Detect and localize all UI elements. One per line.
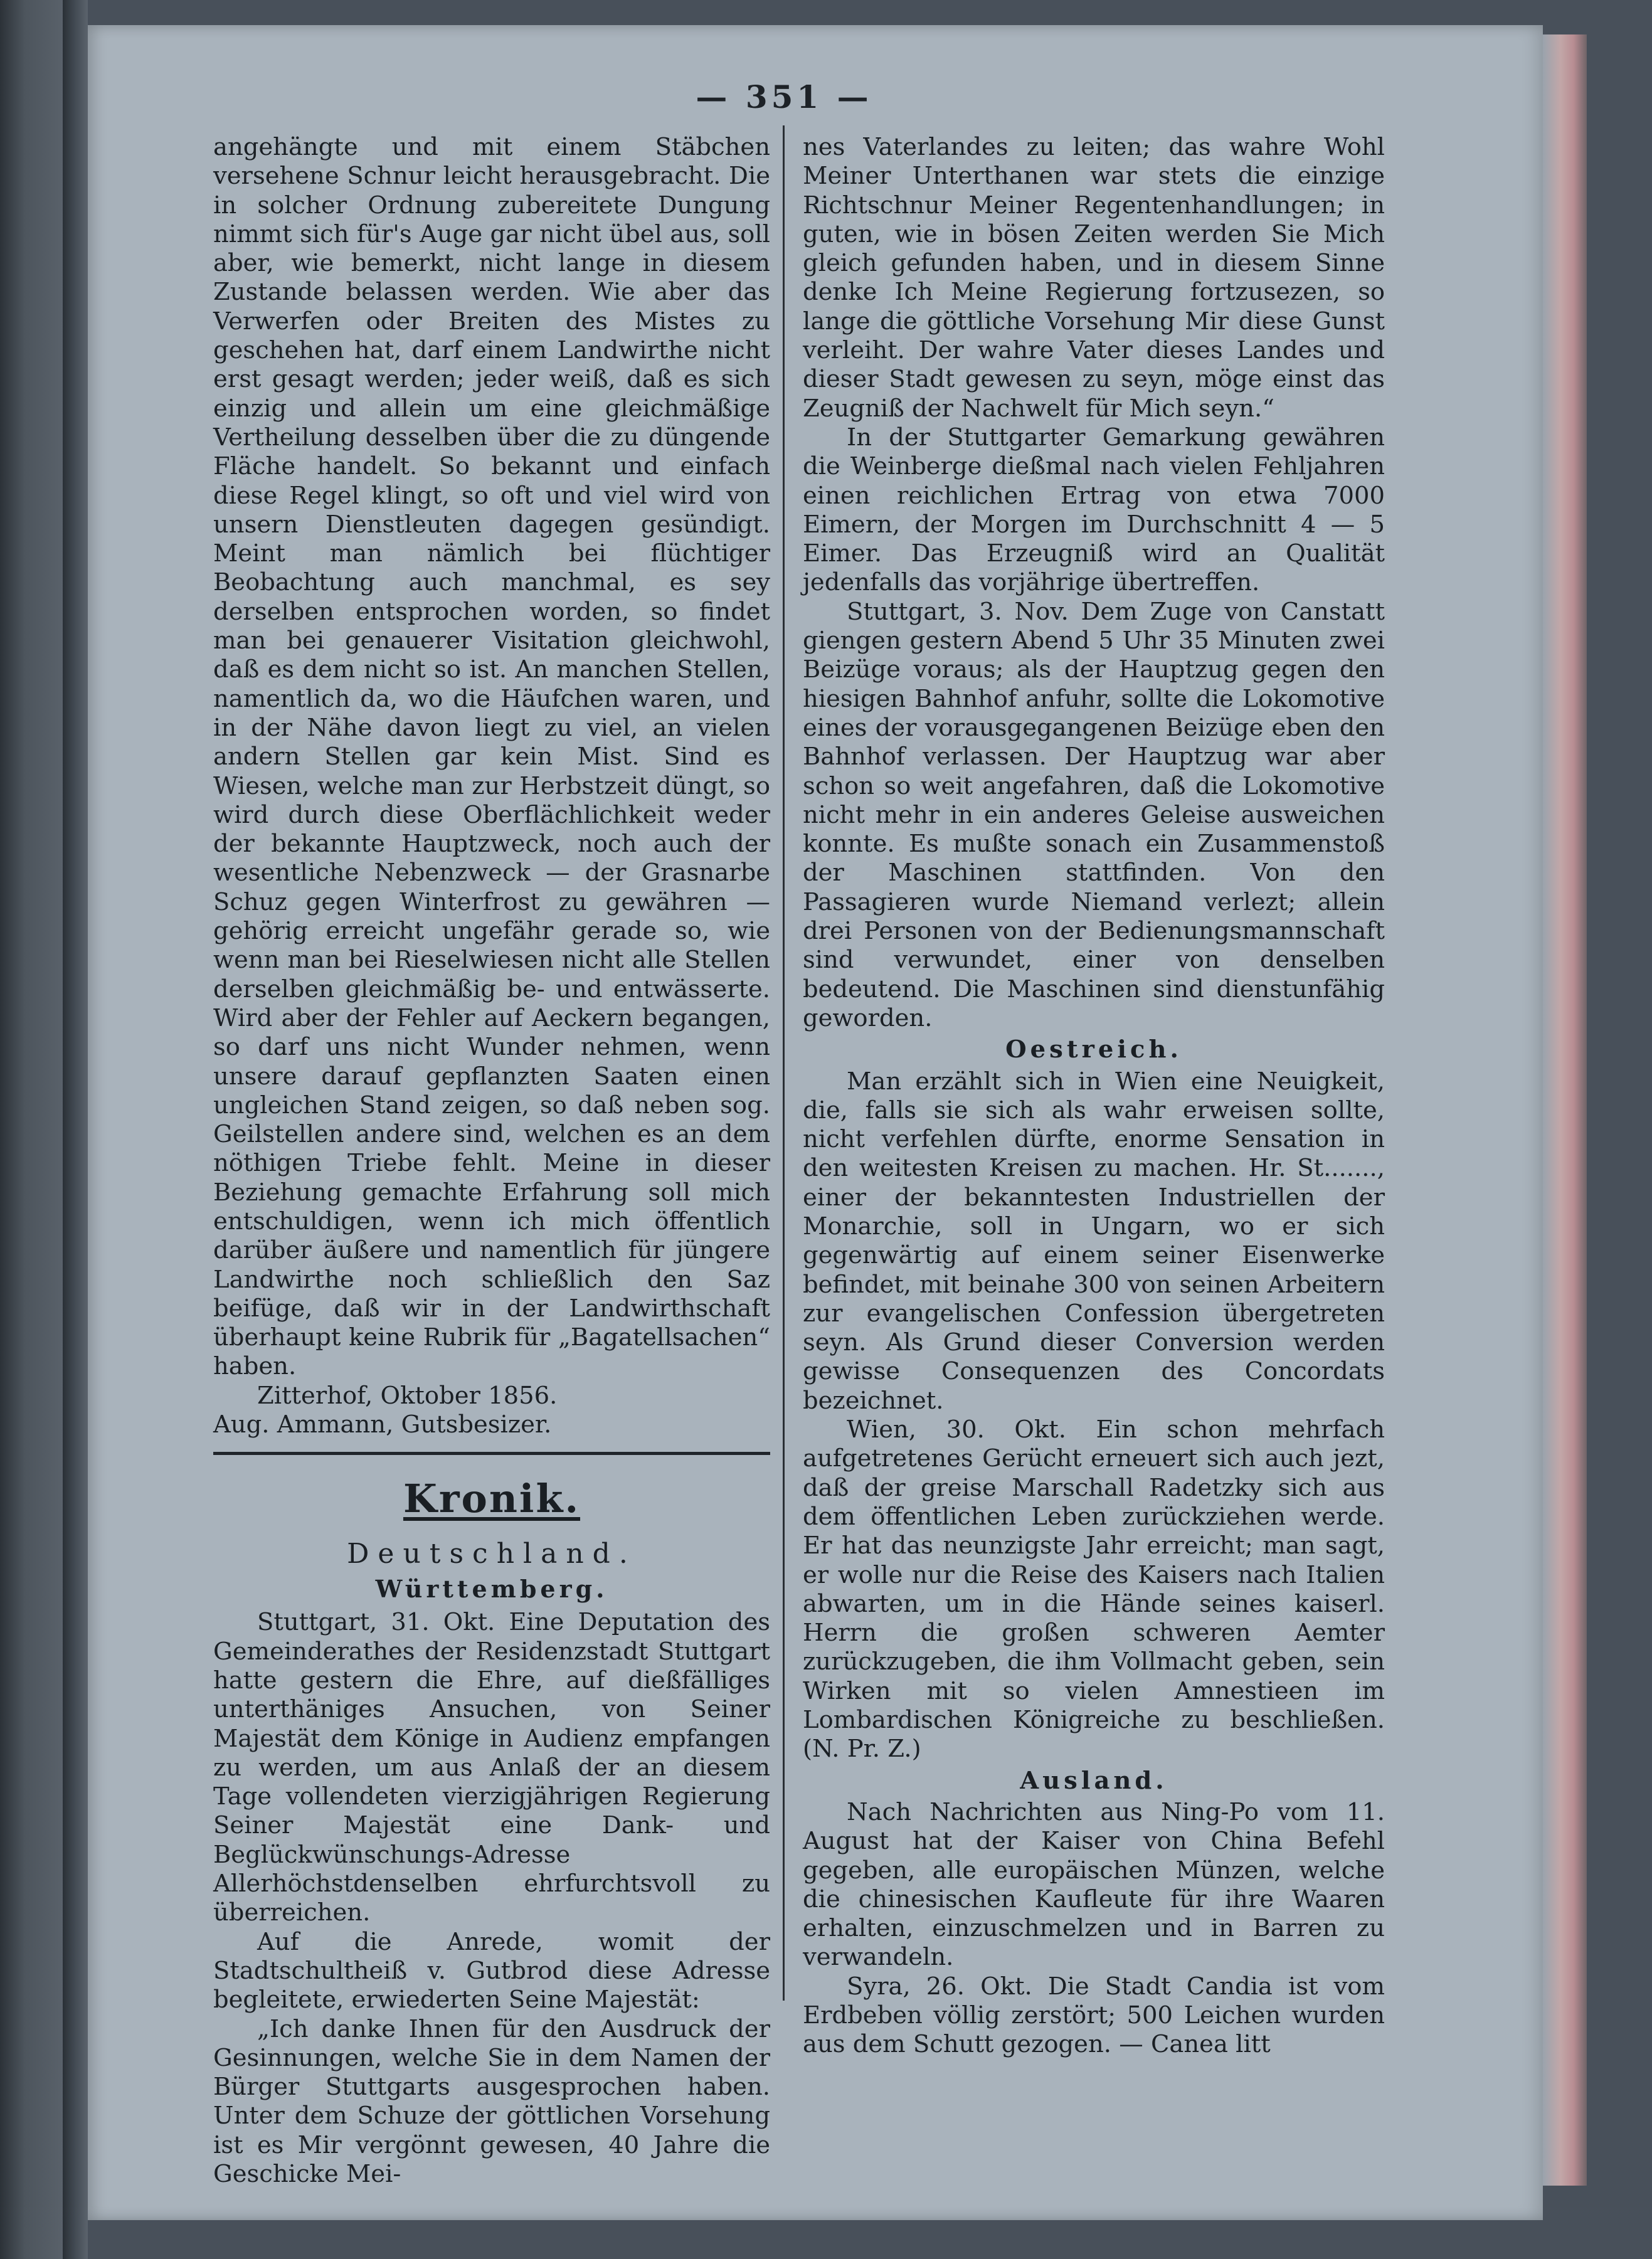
page-number: — 351 —: [696, 78, 872, 115]
right-paragraph-5: Wien, 30. Okt. Ein schon mehrfach aufgetretenes Gerücht erneuert sich auch jezt, daß der greise Marschall Radetzky sich aus dem öffentlichen Leben zurückziehen werde. Er hat das neunzigste Jahr erreicht; man sagt, er wolle nur die Reise des Kaisers nach Italien abwarten, um in die Hände seines kaiserl. Herrn die großen schweren Aemter zurückzugeben, die ihm Vollmacht geben, sein Wirken mit so vielen Amnestieen im Lombardischen Königreiche zu beschließen. (N. Pr. Z.): [803, 1415, 1385, 1764]
left-paragraph-2: Stuttgart, 31. Okt. Eine Deputation des Gemeinderathes der Residenzstadt Stuttgart hatte gestern die Ehre, auf dießfälliges unterthäniges Ansuchen, von Seiner Majestät dem Könige in Audienz empfangen zu werden, um aus Anlaß der an diesem Tage vollendeten vierzigjährigen Regierung Seiner Majestät eine Dank- und Beglückwünschungs-Adresse Allerhöchstdenselben ehrfurchtsvoll zu überreichen.: [213, 1608, 770, 1927]
right-paragraph-7: Syra, 26. Okt. Die Stadt Candia ist vom Erdbeben völlig zerstört; 500 Leichen wurden aus dem Schutt gezogen. — Canea litt: [803, 1972, 1385, 2059]
left-column: [213, 133, 770, 2189]
right-column: [803, 133, 1385, 2060]
right-paragraph-1: nes Vaterlandes zu leiten; das wahre Wohl Meiner Unterthanen war stets die einzige Richtschnur Meiner Regentenhandlungen; in guten, wie in bösen Zeiten werden Sie Mich gleich gefunden haben, und in diesem Sinne denke Ich Meine Regierung fortzusezen, so lange die göttliche Vorsehung Mir diese Gunst verleiht. Der wahre Vater dieses Landes und dieser Stadt gewesen zu seyn, möge einst das Zeugniß der Nachwelt für Mich seyn.“: [803, 133, 1385, 423]
right-paragraph-2: In der Stuttgarter Gemarkung gewähren die Weinberge dießmal nach vielen Fehljahren einen reichlichen Ertrag von etwa 7000 Eimern, der Morgen im Durchschnitt 4 — 5 Eimer. Das Erzeugniß wird an Qualität jedenfalls das vorjährige übertreffen.: [803, 423, 1385, 597]
book-spine: [63, 0, 88, 2259]
right-paragraph-6: Nach Nachrichten aus Ning-Po vom 11. August hat der Kaiser von China Befehl gegeben, alle europäischen Münzen, welche die chinesischen Kaufleute für ihre Waaren erhalten, einzuschmelzen und in Barren zu verwandeln.: [803, 1797, 1385, 1972]
left-paragraph-3: Auf die Anrede, womit der Stadtschultheiß v. Gutbrod diese Adresse begleitete, erwiederten Seine Majestät:: [213, 1927, 770, 2014]
subheading-oestreich: Oestreich.: [1005, 1035, 1182, 1064]
right-paragraph-4: Man erzählt sich in Wien eine Neuigkeit, die, falls sie sich als wahr erweisen sollte, nicht verfehlen dürfte, enorme Sensation in den weitesten Kreisen zu machen. Hr. St......., einer der bekanntesten Industriellen der Monarchie, soll in Ungarn, wo er sich gegenwärtig auf einem seiner Eisenwerke befindet, mit beinahe 300 von seinen Arbeitern zur evangelischen Confession übergetreten seyn. Als Grund dieser Conversion werden gewisse Consequenzen des Concordats bezeichnet.: [803, 1067, 1385, 1415]
country-heading: Deutschland.: [347, 1538, 637, 1570]
place-date: Zitterhof, Oktober 1856.: [257, 1381, 558, 1410]
right-paragraph-3: Stuttgart, 3. Nov. Dem Zuge von Canstatt giengen gestern Abend 5 Uhr 35 Minuten zwei Beizüge voraus; als der Hauptzug gegen den hiesigen Bahnhof anfuhr, sollte die Lokomotive eines der vorausgegangenen Beizüge eben den Bahnhof verlassen. Der Hauptzug war aber schon so weit angefahren, daß die Lokomotive nicht mehr in ein anderes Geleise ausweichen konnte. Es mußte sonach ein Zusammenstoß der Maschinen stattfinden. Von den Passagieren wurde Niemand verlezt; allein drei Personen von der Bedienungsmannschaft sind verwundet, einer von denselben bedeutend. Die Maschinen sind dienstunfähig geworden.: [803, 597, 1385, 1032]
left-paragraph-4: „Ich danke Ihnen für den Ausdruck der Gesinnungen, welche Sie in dem Namen der Bürger Stuttgarts ausgesprochen haben. Unter dem Schuze der göttlichen Vorsehung ist es Mir vergönnt gewesen, 40 Jahre die Geschicke Mei-: [213, 2014, 770, 2188]
subheading-ausland: Ausland.: [1020, 1766, 1168, 1795]
signature: Aug. Ammann, Gutsbesizer.: [213, 1410, 552, 1439]
page-edge: [1543, 34, 1587, 2186]
column-divider: [783, 125, 785, 2001]
left-paragraph-1: angehängte und mit einem Stäbchen versehene Schnur leicht herausgebracht. Die in solcher Ordnung zubereitete Dungung nimmt sich für's Auge gar nicht übel aus, soll aber, wie bemerkt, nicht lange in diesem Zustande belassen werden. Wie aber das Verwerfen oder Breiten des Mistes zu geschehen hat, darf einem Landwirthe nicht erst gesagt werden; jeder weiß, daß es sich einzig und allein um eine gleichmäßige Vertheilung desselben über die zu düngende Fläche handelt. So bekannt und einfach diese Regel klingt, so oft und viel wird von unsern Dienstleuten dagegen gesündigt. Meint man nämlich bei flüchtiger Beobachtung auch manchmal, es sey derselben entsprochen worden, so findet man bei genauerer Visitation gleichwohl, daß es dem nicht so ist. An manchen Stellen, namentlich da, wo die Häufchen waren, und in der Nähe davon liegt zu viel, an vielen andern Stellen gar kein Mist. Sind es Wiesen, welche man zur Herbstzeit düngt, so wird durch diese Oberflächlichkeit weder der bekannte Hauptzweck, noch auch der wesentliche Nebenzweck — der Grasnarbe Schuz gegen Winterfrost zu gewähren — gehörig erreicht ungefähr gerade so, wie wenn man bei Rieselwiesen nicht alle Stellen derselben gleichmäßig be- und entwässerte. Wird aber der Fehler auf Aeckern begangen, so darf uns nicht Wunder nehmen, wenn unsere darauf gepflanzten Saaten einen ungleichen Stand zeigen, so daß neben sog. Geilstellen andere sind, welchen es an dem nöthigen Triebe fehlt. Meine in dieser Beziehung gemachte Erfahrung soll mich entschuldigen, wenn ich mich öffentlich darüber äußere und namentlich für jüngere Landwirthe noch schließlich den Saz beifüge, daß wir in der Landwirthschaft überhaupt keine Rubrik für „Bagatellsachen“ haben.: [213, 133, 770, 1381]
section-title: Kronik.: [403, 1476, 581, 1522]
section-rule: [213, 1452, 770, 1455]
region-heading: Württemberg.: [375, 1575, 608, 1604]
